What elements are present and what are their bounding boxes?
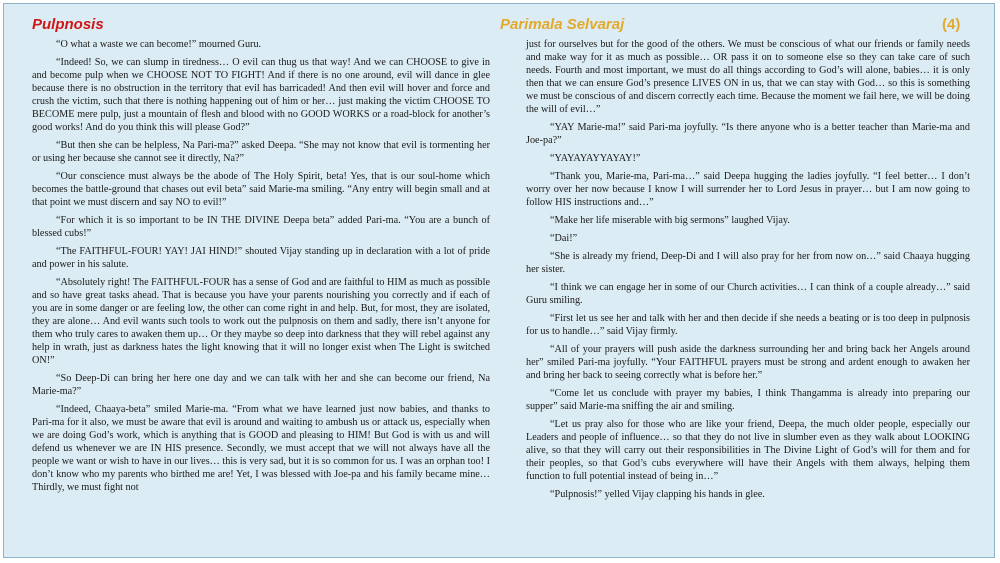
page-number: (4) (942, 16, 961, 33)
paragraph: “YAYAYAYYAYAY!” (550, 153, 641, 164)
paragraph: “Dai!” (550, 233, 578, 244)
paragraph: “Come let us conclude with prayer my babies, I think Thangamma is already into preparing our supper” said Marie-ma sniffing the air and smiling. (526, 388, 970, 412)
story-title: Pulpnosis (32, 16, 104, 33)
paragraph: “But then she can be helpless, Na Pari-ma?” asked Deepa. “She may not know that evil is tormenting her or using her because she cannot see it directly, Na?” (32, 140, 490, 164)
left-column (32, 38, 490, 499)
paragraph: “Indeed, Chaaya-beta” smiled Marie-ma. “From what we have learned just now babies, and thanks to Pari-ma for it also, we must be aware that evil is around and waiting to ambush us or attack us, especially when we are doing God’s work, which is anything that is GOOD and pleasing to HIM! But God is with us and will defend us whenever we are IN HIS presence. Secondly, we must accept that we will not always have all the people we want or wish to have in our lives… this is very sad, but it is so common for us. I was an orphan too! I don’t know who my parents who birthed me are! Yet, I was blessed with Joe-pa and his family became mine… Thirdly, we must fight not (32, 404, 490, 493)
paragraph: “Let us pray also for those who are like your friend, Deepa, the much older people, especially our Leaders and people of influence… so that they do not live in slumber even as they walk about LOOKING alive, so that they will carry out their responsibilities in The Divine Light of God’s will for them and for their peoples, so that God’s cubs everywhere will have their Angels with them always, helping them function to full potential instead of being in…” (526, 419, 970, 482)
paragraph: “Absolutely right! The FAITHFUL-FOUR has a sense of God and are faithful to HIM as much as possible and so have great tasks ahead. That is because you have your parents nourishing you correctly and if each of you are in some danger or are feeling low, the other can come right in and help. But, for most, they are isolated, they are alone… And evil wants such tools to work out the pulpnosis on them and sadly, there isn’t anyone for them who truly cares to awaken them up… Or they maybe so deep into darkness that they will rebel against any help in wrath, just as darkness hates the light knowing that it will no longer exist when The Light is switched ON!” (32, 277, 490, 366)
paragraph: “She is already my friend, Deep-Di and I will also pray for her from now on…” said Chaaya hugging her sister. (526, 251, 970, 275)
paragraph: “O what a waste we can become!” mourned Guru. (56, 39, 262, 50)
paragraph: “Indeed! So, we can slump in tiredness… O evil can thug us that way! And we can CHOOSE to give in and become pulp when we CHOOSE NOT TO FIGHT! And if there is no one around, evil will dance in glee because there is no obstruction in the territory that evil has barricaded! And then evil will hover and force and crush the victim, such that there is nothing happening out of him or her… just making the victim CHOOSE TO BECOME mere pulp, just a mountain of flesh and blood with no GOOD WORKS or a road-block for another’s good works! And do you think this will please God?” (32, 57, 490, 133)
paragraph: “I think we can engage her in some of our Church activities… I can think of a couple already…” said Guru smiling. (526, 282, 970, 306)
paragraph: “For which it is so important to be IN THE DIVINE Deepa beta” added Pari-ma. “You are a bunch of blessed cubs!” (32, 215, 490, 239)
paragraph: “Pulpnosis!” yelled Vijay clapping his hands in glee. (550, 489, 765, 500)
right-column (526, 38, 970, 506)
paragraph: “So Deep-Di can bring her here one day and we can talk with her and she can become our friend, Na Marie-ma?” (32, 373, 490, 397)
paragraph: “Our conscience must always be the abode of The Holy Spirit, beta! Yes, that is our soul-home which becomes the battle-ground that chases out evil beta” said Marie-ma smiling. “Any entry will begin small and at that point we must discern and say NO to evil!” (32, 171, 490, 208)
author-name: Parimala Selvaraj (500, 16, 625, 33)
paragraph: “Thank you, Marie-ma, Pari-ma…” said Deepa hugging the ladies joyfully. “I feel better… I don’t worry over her now because I know I will surrender her to Lord Jesus in prayer… but I am now going to follow HIS instructions and…” (526, 171, 970, 208)
paragraph: “All of your prayers will push aside the darkness surrounding her and bring back her Angels around her” smiled Pari-ma joyfully. “Your FAITHFUL prayers must be strong and ardent enough to awaken her and bring her back to seeing correctly what is before her.” (526, 344, 970, 381)
book-page (3, 3, 995, 558)
paragraph: “The FAITHFUL-FOUR! YAY! JAI HIND!” shouted Vijay standing up in declaration with a lot of pride and power in his salute. (32, 246, 490, 270)
paragraph: “First let us see her and talk with her and then decide if she needs a beating or is too deep in pulpnosis for us to handle…” said Vijay firmly. (526, 313, 970, 337)
paragraph: “YAY Marie-ma!” said Pari-ma joyfully. “Is there anyone who is a better teacher than Marie-ma and Joe-pa?” (526, 122, 970, 146)
paragraph: “Make her life miserable with big sermons” laughed Vijay. (550, 215, 790, 226)
paragraph-continuation: just for ourselves but for the good of the others. We must be conscious of what our friends or family needs and make way for it as much as possible… OR pass it on to someone else so they can take care of such needs. Fourth and most important, we must do all things according to God’s will alone, babies… it is only then that we can ensure God’s presence LIVES ON in us, that we can stay with God… so this is something we must be conscious of and discern correctly each time. Because the moment we fail here, we will be doing the will of evil…” (526, 39, 970, 115)
